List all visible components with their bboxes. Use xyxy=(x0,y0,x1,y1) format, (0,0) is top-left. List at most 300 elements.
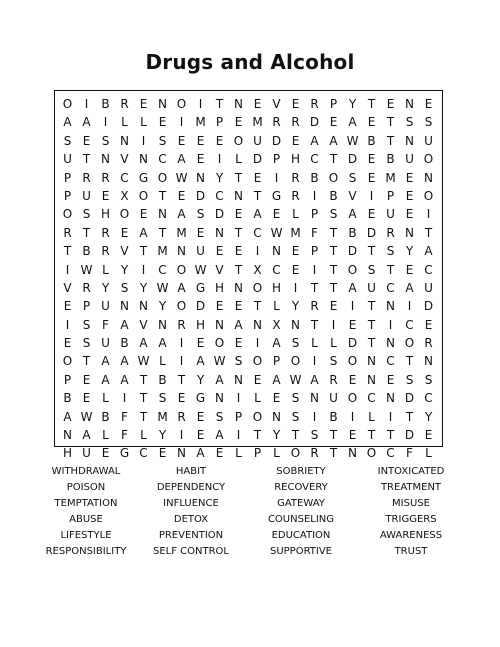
grid-letter[interactable]: R xyxy=(291,170,300,185)
grid-letter[interactable]: R xyxy=(272,115,281,130)
grid-letter[interactable]: Y xyxy=(215,170,224,185)
grid-letter[interactable]: W xyxy=(175,170,188,185)
grid-letter[interactable]: G xyxy=(195,280,206,295)
grid-letter[interactable]: N xyxy=(291,317,300,332)
grid-letter[interactable]: V xyxy=(272,97,281,111)
grid-letter[interactable]: E xyxy=(234,336,243,351)
grid-letter[interactable]: N xyxy=(272,244,281,259)
grid-letter[interactable]: Y xyxy=(348,97,357,111)
grid-letter[interactable]: A xyxy=(120,354,129,369)
grid-letter[interactable]: L xyxy=(273,299,280,314)
grid-letter[interactable]: C xyxy=(386,446,395,461)
grid-letter[interactable]: Y xyxy=(424,409,433,424)
grid-letter[interactable]: S xyxy=(424,372,433,387)
grid-letter[interactable]: O xyxy=(290,354,301,369)
grid-letter[interactable]: P xyxy=(253,446,262,461)
grid-letter[interactable]: R xyxy=(386,225,395,240)
grid-letter[interactable]: I xyxy=(84,97,89,111)
grid-letter[interactable]: E xyxy=(386,372,395,387)
grid-letter[interactable]: E xyxy=(253,372,262,387)
grid-letter[interactable]: E xyxy=(82,372,91,387)
grid-letter[interactable]: E xyxy=(291,97,300,111)
grid-letter[interactable]: W xyxy=(346,133,359,148)
grid-letter[interactable]: E xyxy=(82,391,91,406)
grid-letter[interactable]: O xyxy=(176,97,187,111)
grid-letter[interactable]: O xyxy=(347,354,358,369)
grid-letter[interactable]: A xyxy=(82,115,91,130)
grid-letter[interactable]: C xyxy=(386,354,395,369)
grid-letter[interactable]: O xyxy=(233,133,244,148)
grid-letter[interactable]: T xyxy=(367,428,376,443)
grid-letter[interactable]: A xyxy=(215,428,224,443)
grid-letter[interactable]: T xyxy=(177,372,186,387)
grid-letter[interactable]: R xyxy=(82,170,91,185)
grid-letter[interactable]: D xyxy=(404,391,415,406)
grid-letter[interactable]: W xyxy=(194,262,207,277)
grid-letter[interactable]: T xyxy=(329,428,338,443)
grid-letter[interactable]: Y xyxy=(291,299,300,314)
grid-letter[interactable]: S xyxy=(367,262,376,277)
grid-letter[interactable]: P xyxy=(272,354,281,369)
grid-letter[interactable]: P xyxy=(82,299,91,314)
grid-letter[interactable]: I xyxy=(388,317,393,332)
grid-letter[interactable]: E xyxy=(329,299,338,314)
grid-letter[interactable]: N xyxy=(253,317,262,332)
grid-letter[interactable]: C xyxy=(139,446,148,461)
grid-letter[interactable]: P xyxy=(310,207,319,222)
grid-letter[interactable]: B xyxy=(329,188,338,203)
grid-letter[interactable]: U xyxy=(253,133,262,148)
grid-letter[interactable]: T xyxy=(234,170,243,185)
grid-letter[interactable]: E xyxy=(424,97,433,111)
grid-letter[interactable]: D xyxy=(404,428,415,443)
grid-letter[interactable]: F xyxy=(121,409,128,424)
grid-letter[interactable]: A xyxy=(158,336,167,351)
grid-letter[interactable]: N xyxy=(367,354,376,369)
grid-letter[interactable]: A xyxy=(310,372,319,387)
grid-letter[interactable]: A xyxy=(196,446,205,461)
grid-letter[interactable]: S xyxy=(291,336,300,351)
grid-letter[interactable]: L xyxy=(235,152,242,167)
grid-letter[interactable]: S xyxy=(329,354,338,369)
grid-letter[interactable]: W xyxy=(213,354,226,369)
grid-letter[interactable]: U xyxy=(101,336,110,351)
grid-letter[interactable]: I xyxy=(198,97,203,111)
grid-letter[interactable]: E xyxy=(196,428,205,443)
grid-letter[interactable]: C xyxy=(158,152,167,167)
grid-letter[interactable]: B xyxy=(101,409,110,424)
grid-letter[interactable]: E xyxy=(329,115,338,130)
grid-letter[interactable]: I xyxy=(141,262,146,277)
grid-letter[interactable]: O xyxy=(119,207,130,222)
grid-letter[interactable]: T xyxy=(139,391,148,406)
grid-letter[interactable]: B xyxy=(82,244,91,259)
grid-letter[interactable]: N xyxy=(139,152,148,167)
grid-letter[interactable]: T xyxy=(405,409,414,424)
grid-letter[interactable]: S xyxy=(291,409,300,424)
grid-letter[interactable]: P xyxy=(386,188,395,203)
grid-letter[interactable]: A xyxy=(348,115,357,130)
grid-letter[interactable]: A xyxy=(253,207,262,222)
grid-letter[interactable]: E xyxy=(424,428,433,443)
grid-letter[interactable]: P xyxy=(310,244,319,259)
grid-letter[interactable]: F xyxy=(406,446,413,461)
grid-letter[interactable]: N xyxy=(386,299,395,314)
grid-letter[interactable]: B xyxy=(63,391,72,406)
grid-letter[interactable]: T xyxy=(139,372,148,387)
grid-letter[interactable]: A xyxy=(177,280,186,295)
grid-letter[interactable]: I xyxy=(293,280,298,295)
grid-letter[interactable]: N xyxy=(386,391,395,406)
grid-letter[interactable]: T xyxy=(82,152,91,167)
grid-letter[interactable]: W xyxy=(137,354,150,369)
grid-letter[interactable]: S xyxy=(234,354,243,369)
grid-letter[interactable]: A xyxy=(348,207,357,222)
grid-letter[interactable]: I xyxy=(369,188,374,203)
grid-letter[interactable]: B xyxy=(348,225,357,240)
grid-letter[interactable]: T xyxy=(329,225,338,240)
grid-letter[interactable]: B xyxy=(310,170,319,185)
grid-letter[interactable]: E xyxy=(158,115,167,130)
grid-letter[interactable]: O xyxy=(404,336,415,351)
grid-letter[interactable]: C xyxy=(424,391,433,406)
grid-letter[interactable]: F xyxy=(102,317,109,332)
grid-letter[interactable]: E xyxy=(196,336,205,351)
grid-letter[interactable]: T xyxy=(367,244,376,259)
grid-letter[interactable]: P xyxy=(63,372,72,387)
grid-letter[interactable]: G xyxy=(119,446,130,461)
grid-letter[interactable]: S xyxy=(120,280,129,295)
grid-letter[interactable]: C xyxy=(158,262,167,277)
grid-letter[interactable]: R xyxy=(310,446,319,461)
grid-letter[interactable]: U xyxy=(82,188,91,203)
grid-letter[interactable]: C xyxy=(367,391,376,406)
grid-letter[interactable]: P xyxy=(272,152,281,167)
grid-letter[interactable]: N xyxy=(272,409,281,424)
grid-letter[interactable]: L xyxy=(102,391,109,406)
grid-letter[interactable]: L xyxy=(102,262,109,277)
grid-letter[interactable]: N xyxy=(234,188,243,203)
grid-letter[interactable]: T xyxy=(329,280,338,295)
grid-letter[interactable]: S xyxy=(215,409,224,424)
grid-letter[interactable]: T xyxy=(234,262,243,277)
grid-letter[interactable]: S xyxy=(348,170,357,185)
grid-letter[interactable]: I xyxy=(122,391,127,406)
grid-letter[interactable]: R xyxy=(82,280,91,295)
grid-letter[interactable]: B xyxy=(329,409,338,424)
grid-letter[interactable]: A xyxy=(424,244,433,259)
grid-letter[interactable]: S xyxy=(82,207,91,222)
grid-letter[interactable]: X xyxy=(272,317,281,332)
grid-letter[interactable]: E xyxy=(234,115,243,130)
grid-letter[interactable]: D xyxy=(195,299,206,314)
grid-letter[interactable]: B xyxy=(367,133,376,148)
grid-letter[interactable]: A xyxy=(405,280,414,295)
grid-letter[interactable]: S xyxy=(386,244,395,259)
grid-letter[interactable]: R xyxy=(291,115,300,130)
grid-letter[interactable]: M xyxy=(290,225,301,240)
grid-letter[interactable]: T xyxy=(63,244,72,259)
grid-letter[interactable]: O xyxy=(252,280,263,295)
grid-letter[interactable]: E xyxy=(405,188,414,203)
grid-letter[interactable]: A xyxy=(196,354,205,369)
grid-letter[interactable]: T xyxy=(329,152,338,167)
grid-letter[interactable]: E xyxy=(177,188,186,203)
grid-letter[interactable]: O xyxy=(290,446,301,461)
grid-letter[interactable]: Y xyxy=(158,428,167,443)
grid-letter[interactable]: L xyxy=(140,428,147,443)
grid-letter[interactable]: T xyxy=(386,133,395,148)
grid-letter[interactable]: L xyxy=(368,409,375,424)
grid-letter[interactable]: I xyxy=(65,317,70,332)
grid-letter[interactable]: Y xyxy=(405,244,414,259)
grid-letter[interactable]: E xyxy=(348,372,357,387)
grid-letter[interactable]: E xyxy=(177,133,186,148)
grid-letter[interactable]: U xyxy=(63,152,72,167)
grid-letter[interactable]: R xyxy=(329,372,338,387)
grid-letter[interactable]: I xyxy=(179,115,184,130)
grid-letter[interactable]: E xyxy=(367,170,376,185)
grid-letter[interactable]: C xyxy=(405,317,414,332)
grid-letter[interactable]: T xyxy=(367,299,376,314)
grid-letter[interactable]: T xyxy=(367,97,376,111)
grid-letter[interactable]: O xyxy=(423,188,434,203)
grid-letter[interactable]: M xyxy=(157,244,168,259)
grid-letter[interactable]: Y xyxy=(158,299,167,314)
grid-letter[interactable]: N xyxy=(405,97,414,111)
grid-letter[interactable]: I xyxy=(350,299,355,314)
grid-letter[interactable]: E xyxy=(120,225,129,240)
grid-letter[interactable]: A xyxy=(177,152,186,167)
grid-letter[interactable]: R xyxy=(63,225,72,240)
grid-letter[interactable]: L xyxy=(254,391,261,406)
grid-letter[interactable]: E xyxy=(291,244,300,259)
grid-letter[interactable]: W xyxy=(270,225,283,240)
grid-letter[interactable]: O xyxy=(347,262,358,277)
grid-letter[interactable]: A xyxy=(234,317,243,332)
grid-letter[interactable]: I xyxy=(350,409,355,424)
grid-letter[interactable]: R xyxy=(310,299,319,314)
grid-letter[interactable]: L xyxy=(292,207,299,222)
grid-letter[interactable]: O xyxy=(252,409,263,424)
grid-letter[interactable]: G xyxy=(195,391,206,406)
grid-letter[interactable]: S xyxy=(82,336,91,351)
grid-letter[interactable]: N xyxy=(405,225,414,240)
grid-letter[interactable]: C xyxy=(120,170,129,185)
grid-letter[interactable]: D xyxy=(347,152,358,167)
grid-letter[interactable]: N xyxy=(63,428,72,443)
grid-letter[interactable]: E xyxy=(234,207,243,222)
grid-letter[interactable]: E xyxy=(196,225,205,240)
grid-letter[interactable]: T xyxy=(329,244,338,259)
grid-letter[interactable]: N xyxy=(424,354,433,369)
grid-letter[interactable]: I xyxy=(274,170,279,185)
grid-letter[interactable]: L xyxy=(273,446,280,461)
grid-letter[interactable]: S xyxy=(101,133,110,148)
grid-letter[interactable]: M xyxy=(252,115,263,130)
grid-letter[interactable]: R xyxy=(177,409,186,424)
grid-letter[interactable]: S xyxy=(158,391,167,406)
grid-letter[interactable]: O xyxy=(423,152,434,167)
grid-letter[interactable]: D xyxy=(252,152,263,167)
grid-letter[interactable]: T xyxy=(82,225,91,240)
grid-letter[interactable]: P xyxy=(63,170,72,185)
grid-letter[interactable]: N xyxy=(405,133,414,148)
grid-letter[interactable]: A xyxy=(177,207,186,222)
grid-letter[interactable]: A xyxy=(215,372,224,387)
grid-letter[interactable]: I xyxy=(331,317,336,332)
grid-letter[interactable]: V xyxy=(120,244,129,259)
grid-letter[interactable]: C xyxy=(424,262,433,277)
grid-letter[interactable]: U xyxy=(82,446,91,461)
grid-letter[interactable]: D xyxy=(214,207,225,222)
grid-letter[interactable]: H xyxy=(271,280,282,295)
grid-letter[interactable]: I xyxy=(217,152,222,167)
grid-letter[interactable]: I xyxy=(312,354,317,369)
grid-letter[interactable]: D xyxy=(423,299,434,314)
grid-letter[interactable]: I xyxy=(407,299,412,314)
grid-letter[interactable]: O xyxy=(366,446,377,461)
grid-letter[interactable]: M xyxy=(195,115,206,130)
grid-letter[interactable]: N xyxy=(158,97,167,111)
grid-letter[interactable]: T xyxy=(158,225,167,240)
grid-letter[interactable]: S xyxy=(158,133,167,148)
grid-letter[interactable]: T xyxy=(310,317,319,332)
grid-letter[interactable]: N xyxy=(120,133,129,148)
grid-letter[interactable]: S xyxy=(310,428,319,443)
grid-letter[interactable]: I xyxy=(312,262,317,277)
grid-letter[interactable]: L xyxy=(159,354,166,369)
grid-letter[interactable]: A xyxy=(139,336,148,351)
grid-letter[interactable]: I xyxy=(236,391,241,406)
grid-letter[interactable]: T xyxy=(215,97,224,111)
grid-letter[interactable]: D xyxy=(309,115,320,130)
grid-letter[interactable]: A xyxy=(348,280,357,295)
grid-letter[interactable]: I xyxy=(65,262,70,277)
grid-letter[interactable]: E xyxy=(215,299,224,314)
grid-letter[interactable]: X xyxy=(120,188,129,203)
grid-letter[interactable]: L xyxy=(330,336,337,351)
grid-letter[interactable]: W xyxy=(80,409,93,424)
grid-letter[interactable]: Y xyxy=(101,280,110,295)
grid-letter[interactable]: T xyxy=(310,280,319,295)
grid-letter[interactable]: E xyxy=(272,207,281,222)
grid-letter[interactable]: T xyxy=(405,354,414,369)
grid-letter[interactable]: U xyxy=(367,280,376,295)
grid-letter[interactable]: R xyxy=(291,188,300,203)
grid-letter[interactable]: T xyxy=(82,354,91,369)
grid-letter[interactable]: I xyxy=(179,428,184,443)
grid-letter[interactable]: H xyxy=(62,446,73,461)
grid-letter[interactable]: A xyxy=(329,133,338,148)
grid-letter[interactable]: E xyxy=(367,115,376,130)
grid-letter[interactable]: T xyxy=(386,262,395,277)
grid-letter[interactable]: G xyxy=(138,170,149,185)
grid-letter[interactable]: R xyxy=(120,97,129,111)
grid-letter[interactable]: E xyxy=(253,170,262,185)
grid-letter[interactable]: T xyxy=(291,428,300,443)
grid-letter[interactable]: N xyxy=(234,97,243,111)
grid-letter[interactable]: L xyxy=(140,115,147,130)
grid-letter[interactable]: O xyxy=(62,97,73,111)
grid-letter[interactable]: N xyxy=(177,244,186,259)
grid-letter[interactable]: N xyxy=(196,170,205,185)
grid-letter[interactable]: U xyxy=(424,280,433,295)
grid-letter[interactable]: E xyxy=(139,97,148,111)
grid-letter[interactable]: G xyxy=(271,188,282,203)
grid-letter[interactable]: H xyxy=(100,207,111,222)
grid-letter[interactable]: O xyxy=(176,262,187,277)
grid-letter[interactable]: C xyxy=(253,225,262,240)
grid-letter[interactable]: T xyxy=(386,428,395,443)
grid-letter[interactable]: N xyxy=(215,391,224,406)
grid-letter[interactable]: P xyxy=(234,409,243,424)
grid-letter[interactable]: E xyxy=(158,446,167,461)
grid-letter[interactable]: I xyxy=(312,409,317,424)
grid-letter[interactable]: D xyxy=(195,188,206,203)
grid-letter[interactable]: L xyxy=(102,428,109,443)
grid-letter[interactable]: O xyxy=(252,354,263,369)
grid-letter[interactable]: Y xyxy=(120,262,129,277)
grid-letter[interactable]: E xyxy=(386,97,395,111)
grid-letter[interactable]: A xyxy=(120,317,129,332)
grid-letter[interactable]: Y xyxy=(139,280,148,295)
grid-letter[interactable]: E xyxy=(348,317,357,332)
grid-letter[interactable]: M xyxy=(385,170,396,185)
grid-letter[interactable]: E xyxy=(139,207,148,222)
grid-letter[interactable]: N xyxy=(215,317,224,332)
grid-letter[interactable]: B xyxy=(158,372,167,387)
grid-letter[interactable]: E xyxy=(272,391,281,406)
grid-letter[interactable]: E xyxy=(405,262,414,277)
grid-letter[interactable]: L xyxy=(311,336,318,351)
grid-letter[interactable]: C xyxy=(386,280,395,295)
grid-letter[interactable]: V xyxy=(120,152,129,167)
grid-letter[interactable]: E xyxy=(348,428,357,443)
grid-letter[interactable]: C xyxy=(272,262,281,277)
grid-letter[interactable]: E xyxy=(63,299,72,314)
grid-letter[interactable]: T xyxy=(367,336,376,351)
grid-letter[interactable]: Y xyxy=(272,428,281,443)
grid-letter[interactable]: A xyxy=(101,372,110,387)
grid-letter[interactable]: P xyxy=(329,97,338,111)
grid-letter[interactable]: O xyxy=(347,391,358,406)
grid-letter[interactable]: F xyxy=(311,225,318,240)
grid-letter[interactable]: Y xyxy=(196,372,205,387)
grid-letter[interactable]: T xyxy=(329,262,338,277)
grid-letter[interactable]: O xyxy=(214,336,225,351)
grid-letter[interactable]: I xyxy=(103,115,108,130)
grid-letter[interactable]: A xyxy=(272,372,281,387)
grid-letter[interactable]: A xyxy=(272,336,281,351)
grid-letter[interactable]: E xyxy=(291,133,300,148)
grid-letter[interactable]: L xyxy=(121,115,128,130)
grid-letter[interactable]: U xyxy=(424,133,433,148)
grid-letter[interactable]: E xyxy=(196,409,205,424)
grid-letter[interactable]: I xyxy=(179,336,184,351)
grid-letter[interactable]: C xyxy=(215,188,224,203)
grid-letter[interactable]: P xyxy=(215,115,224,130)
grid-letter[interactable]: A xyxy=(120,372,129,387)
grid-letter[interactable]: N xyxy=(215,225,224,240)
grid-letter[interactable]: M xyxy=(176,225,187,240)
grid-letter[interactable]: A xyxy=(63,115,72,130)
grid-letter[interactable]: S xyxy=(82,317,91,332)
grid-letter[interactable]: O xyxy=(157,170,168,185)
grid-letter[interactable]: R xyxy=(101,244,110,259)
grid-letter[interactable]: I xyxy=(236,428,241,443)
grid-letter[interactable]: E xyxy=(196,152,205,167)
